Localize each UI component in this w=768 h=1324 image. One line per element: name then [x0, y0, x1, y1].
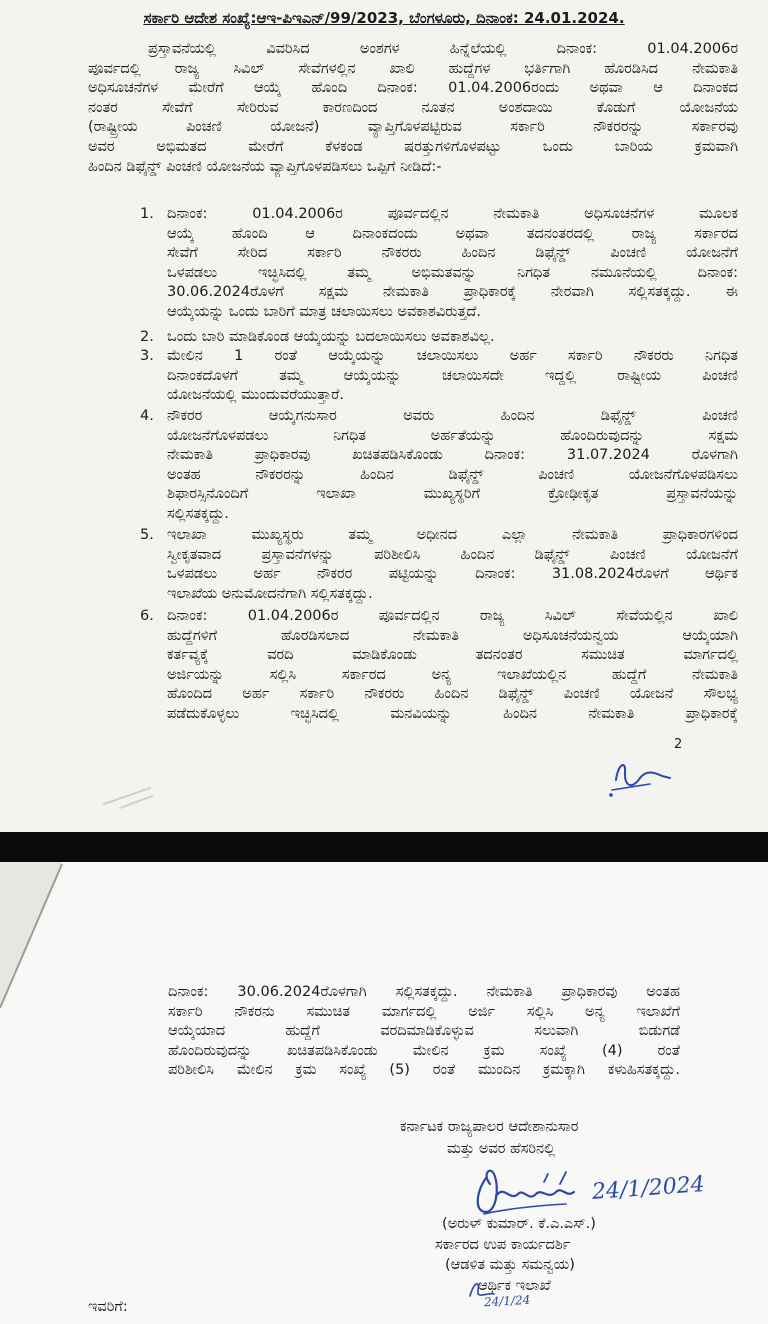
- initial-signature-mark: [616, 765, 670, 785]
- intro-line: ಪೂರ್ವದಲ್ಲಿ ರಾಜ್ಯ ಸಿವಿಲ್ ಸೇವೆಗಳಲ್ಲಿನ ಖಾಲಿ ಹುದ್ದೆಗಳ ಭರ್ತಿಗಾಗಿ ಹೊರಡಿಸಿದ ನೇಮಕಾತಿ: [88, 60, 738, 77]
- item-line: ಅರ್ಜಿಯನ್ನು ಸಲ್ಲಿಸಿ ಸರ್ಕಾರದ ಅನ್ಯ ಇಲಾಖೆಯಲ್ಲಿನ ಹುದ್ದೆಗೆ ನೇಮಕಾತಿ: [167, 666, 738, 683]
- page-number: 2: [674, 737, 683, 752]
- item-line: ಆಯ್ಕೆ ಹೊಂದಿ ಆ ದಿನಾಂಕದಂದು ಅಥವಾ ತದನಂತರದಲ್ಲಿ ರಾಜ್ಯ ಸರ್ಕಾರದ: [167, 225, 738, 242]
- item-line: ನೌಕರರ ಆಯ್ಕೆಗನುಸಾರ ಅವರು ಹಿಂದಿನ ಡಿಫೈನ್ಡ್ ಪಿಂಚಣಿ: [167, 408, 738, 424]
- continuation-line: ದಿನಾಂಕ: 30.06.2024ರೊಳಗಾಗಿ ಸಲ್ಲಿಸತಕ್ಕದ್ದು. ನೇಮಕಾತಿ ಪ್ರಾಧಿಕಾರವು ಅಂತಹ: [168, 984, 680, 1000]
- continuation-line: ಹೊಂದಿರುವುದನ್ನು ಖಚಿತಪಡಿಸಿಕೊಂಡು ಮೇಲಿನ ಕ್ರಮ ಸಂಖ್ಯೆ (4) ರಂತೆ: [168, 1042, 680, 1059]
- ink-dot: [609, 793, 613, 797]
- item-line: ಒಳಪಡಲು ಇಚ್ಛಿಸಿದಲ್ಲಿ ತಮ್ಮ ಅಭಿಮತವನ್ನು ನಿಗಧಿತ ನಮೂನೆಯಲ್ಲಿ ದಿನಾಂಕ:: [167, 264, 738, 281]
- continuation-line: ಪರಿಶೀಲಿಸಿ ಮೇಲಿನ ಕ್ರಮ ಸಂಖ್ಯೆ (5) ರಂತೆ ಮುಂದಿನ ಕ್ರಮಕ್ಕಾಗಿ ಕಳುಹಿಸತಕ್ಕದ್ದು.: [168, 1062, 680, 1079]
- signatory-name: (ಅರುಳ್ ಕುಮಾರ್. ಕೆ.ಎ.ಎಸ್.): [442, 1216, 596, 1232]
- item-number: 5.: [140, 527, 154, 543]
- page-two: [0, 862, 768, 1324]
- item-number: 1.: [140, 206, 154, 222]
- item-line: 30.06.2024ರೊಳಗೆ ಸಕ್ಷಮ ನೇಮಕಾತಿ ಪ್ರಾಧಿಕಾರಕ್ಕೆ ನೇರವಾಗಿ ಸಲ್ಲಿಸತಕ್ಕದ್ದು. ಈ: [167, 284, 738, 301]
- item-line: ಆಯ್ಕೆಯನ್ನು ಒಂದು ಬಾರಿಗೆ ಮಾತ್ರ ಚಲಾಯಿಸಲು ಅವಕಾಶವಿರುತ್ತದೆ.: [167, 303, 481, 320]
- continuation-line: ಸರ್ಕಾರಿ ನೌಕರನು ಸಮುಚಿತ ಮಾರ್ಗದಲ್ಲಿ ಅರ್ಜಿ ಸಲ್ಲಿಸಿ ಅನ್ಯ ಇಲಾಖೆಗೆ: [168, 1003, 680, 1020]
- signatory-section: (ಆಡಳಿತ ಮತ್ತು ಸಮನ್ವಯ): [445, 1257, 575, 1273]
- item-line: ಅಂತಹ ನೌಕರರನ್ನು ಹಿಂದಿನ ಡಿಫೈನ್ಡ್ ಪಿಂಚಣಿ ಯೋಜನೆಗೊಳಪಡಿಸಲು: [167, 466, 738, 483]
- intro-line: (ರಾಷ್ಟ್ರೀಯ ಪಿಂಚಣಿ ಯೋಜನೆ) ವ್ಯಾಪ್ತಿಗೊಳಪಟ್ಟಿರುವ ಸರ್ಕಾರಿ ನೌಕರರನ್ನು ಸರ್ಕಾರವು: [88, 119, 738, 136]
- item-line: ಯೋಜನೆಯಲ್ಲಿ ಮುಂದುವರೆಯುತ್ತಾರೆ.: [167, 387, 345, 404]
- faint-scan-mark: [104, 788, 152, 808]
- item-line: ಹೊಂದಿದ ಅರ್ಹ ಸರ್ಕಾರಿ ನೌಕರರು ಹಿಂದಿನ ಡಿಫೈನ್ಡ್ ಪಿಂಚಣಿ ಯೋಜನೆ ಸೌಲಭ್ಯ: [167, 686, 738, 703]
- item-line: ಒಂದು ಬಾರಿ ಮಾಡಿಕೊಂಡ ಆಯ್ಕೆಯನ್ನು ಬದಲಾಯಿಸಲು ಅವಕಾಶವಿಲ್ಲ.: [167, 329, 495, 345]
- item-line: ಒಳಪಡಲು ಅರ್ಹ ನೌಕರರ ಪಟ್ಟಿಯನ್ನು ದಿನಾಂಕ: 31.08.2024ರೊಳಗೆ ಆರ್ಥಿಕ: [167, 566, 738, 583]
- handwritten-signature: [0, 862, 768, 1324]
- authority-line-1: ಕರ್ನಾಟಕ ರಾಜ್ಯಪಾಲರ ಆದೇಶಾನುಸಾರ: [400, 1119, 579, 1135]
- intro-line: ನಂತರ ಸೇವೆಗೆ ಸೇರಿರುವ ಕಾರಣದಿಂದ ನೂತನ ಅಂಶದಾಯಿ ಕೊಡುಗೆ ಯೋಜನೆಯ: [88, 99, 738, 116]
- scan-gap-band: [0, 832, 768, 862]
- item-number: 2.: [140, 329, 154, 345]
- item-line: ದಿನಾಂಕ: 01.04.2006ರ ಪೂರ್ವದಲ್ಲಿನ ನೇಮಕಾತಿ ಅಧಿಸೂಚನೆಗಳ ಮೂಲಕ: [167, 206, 738, 222]
- item-number: 3.: [140, 348, 154, 364]
- authority-line-2: ಮತ್ತು ಅವರ ಹೆಸರಿನಲ್ಲಿ: [447, 1141, 556, 1157]
- item-line: ಪಡೆದುಕೊಳ್ಳಲು ಇಚ್ಛಿಸಿದಲ್ಲಿ ಮನವಿಯನ್ನು ಹಿಂದಿನ ನೇಮಕಾತಿ ಪ್ರಾಧಿಕಾರಕ್ಕೆ: [167, 705, 738, 722]
- intro-line: ಅವರ ಅಭಿಮತದ ಮೇರೆಗೆ ಕೆಳಕಂಡ ಷರತ್ತುಗಳಿಗೊಳಪಟ್ಟು ಒಂದು ಬಾರಿಯ ಕ್ರಮವಾಗಿ: [88, 138, 738, 155]
- handwritten-date: 24/1/2024: [591, 1172, 706, 1205]
- item-line: ದಿನಾಂಕ: 01.04.2006ರ ಪೂರ್ವದಲ್ಲಿನ ರಾಜ್ಯ ಸಿವಿಲ್ ಸೇವೆಯಲ್ಲಿನ ಖಾಲಿ: [167, 608, 738, 624]
- item-number: 6.: [140, 608, 154, 624]
- handwritten-initial-date: 24/1/24: [483, 1292, 531, 1310]
- item-line: ಸಲ್ಲಿಸತಕ್ಕದ್ದು.: [167, 505, 229, 522]
- item-number: 4.: [140, 408, 154, 424]
- signatory-designation: ಸರ್ಕಾರದ ಉಪ ಕಾರ್ಯದರ್ಶಿ: [435, 1237, 571, 1253]
- item-line: ನೇಮಕಾತಿ ಪ್ರಾಧಿಕಾರವು ಖಚಿತಪಡಿಸಿಕೊಂಡು ದಿನಾಂಕ: 31.07.2024 ರೊಳಗಾಗಿ: [167, 447, 738, 464]
- item-line: ಮೇಲಿನ 1 ರಂತೆ ಆಯ್ಕೆಯನ್ನು ಚಲಾಯಿಸಲು ಅರ್ಹ ಸರ್ಕಾರಿ ನೌಕರರು ನಿಗಧಿತ: [167, 348, 738, 364]
- item-line: ಇಲಾಖೆಯ ಅನುಮೋದನೆಗಾಗಿ ಸಲ್ಲಿಸತಕ್ಕದ್ದು.: [167, 585, 373, 602]
- item-line: ಕರ್ತವ್ಯಕ್ಕೆ ವರದಿ ಮಾಡಿಕೊಂಡು ತದನಂತರ ಸಮುಚಿತ ಮಾರ್ಗದಲ್ಲಿ: [167, 647, 738, 664]
- item-line: ಇಲಾಖಾ ಮುಖ್ಯಸ್ಥರು ತಮ್ಮ ಅಧೀನದ ಎಲ್ಲಾ ನೇಮಕಾತಿ ಪ್ರಾಧಿಕಾರಗಳಿಂದ: [167, 527, 738, 543]
- signatory-department: ಆರ್ಥಿಕ ಇಲಾಖೆ: [478, 1278, 551, 1294]
- intro-line: ಪ್ರಸ್ತಾವನೆಯಲ್ಲಿ ವಿವರಿಸಿದ ಅಂಶಗಳ ಹಿನ್ನೆಲೆಯಲ್ಲಿ ದಿನಾಂಕ: 01.04.2006ರ: [148, 41, 738, 57]
- continuation-line: ಆಯ್ಕೆಯಾದ ಹುದ್ದೆಗೆ ವರದಿಮಾಡಿಕೊಳ್ಳುವ ಸಲುವಾಗಿ ಬಿಡುಗಡೆ: [168, 1023, 680, 1040]
- intro-line: ಅಧಿಸೂಚನೆಗಳ ಮೇರೆಗೆ ಆಯ್ಕೆ ಹೊಂದಿ ದಿನಾಂಕ: 01.04.2006ರಂದು ಅಥವಾ ಆ ದಿನಾಂಕದ: [88, 80, 738, 97]
- item-line: ಹುದ್ದೆಗಳಿಗೆ ಹೊರಡಿಸಲಾದ ನೇಮಕಾತಿ ಅಧಿಸೂಚನೆಯನ್ವಯ ಆಯ್ಕೆಯಾಗಿ: [167, 627, 738, 644]
- item-line: ಯೋಜನೆಗೊಳಪಡಲು ನಿಗಧಿತ ಅರ್ಹತೆಯನ್ನು ಹೊಂದಿರುವುದನ್ನು ಸಕ್ಷಮ: [167, 427, 738, 444]
- order-header: ಸರ್ಕಾರಿ ಆದೇಶ ಸಂಖ್ಯೆ:ಆಇ-ಪಿಇಎನ್/99/2023, ಬೆಂಗಳೂರು, ದಿನಾಂಕ: 24.01.2024.: [143, 9, 625, 27]
- recipients-label: ಇವರಿಗೆ:: [88, 1299, 128, 1315]
- intro-line: ಹಿಂದಿನ ಡಿಫೈನ್ಡ್ ಪಿಂಚಣಿ ಯೋಜನೆಯ ವ್ಯಾಪ್ತಿಗೊಳಪಡಿಸಲು ಒಪ್ಪಿಗೆ ನೀಡಿದೆ:-: [88, 158, 442, 175]
- item-line: ಸೇವೆಗೆ ಸೇರಿದ ಸರ್ಕಾರಿ ನೌಕರರು ಹಿಂದಿನ ಡಿಫೈನ್ಡ್ ಪಿಂಚಣಿ ಯೋಜನೆಗೆ: [167, 245, 738, 262]
- item-line: ಸ್ವೀಕೃತವಾದ ಪ್ರಸ್ತಾವನೆಗಳನ್ನು ಪರಿಶೀಲಿಸಿ ಹಿಂದಿನ ಡಿಫೈನ್ಡ್ ಪಿಂಚಣಿ ಯೋಜನೆಗೆ: [167, 546, 738, 563]
- item-line: ಶಿಫಾರಸ್ಸಿನೊಂದಿಗೆ ಇಲಾಖಾ ಮುಖ್ಯಸ್ಥರಿಗೆ ಕ್ರೋಢೀಕೃತ ಪ್ರಸ್ತಾವನೆಯನ್ನು: [167, 486, 738, 503]
- item-line: ದಿನಾಂಕದೊಳಗೆ ತಮ್ಮ ಆಯ್ಕೆಯನ್ನು ಚಲಾಯಿಸದೇ ಇದ್ದಲ್ಲಿ ರಾಷ್ಟ್ರೀಯ ಪಿಂಚಣಿ: [167, 367, 738, 384]
